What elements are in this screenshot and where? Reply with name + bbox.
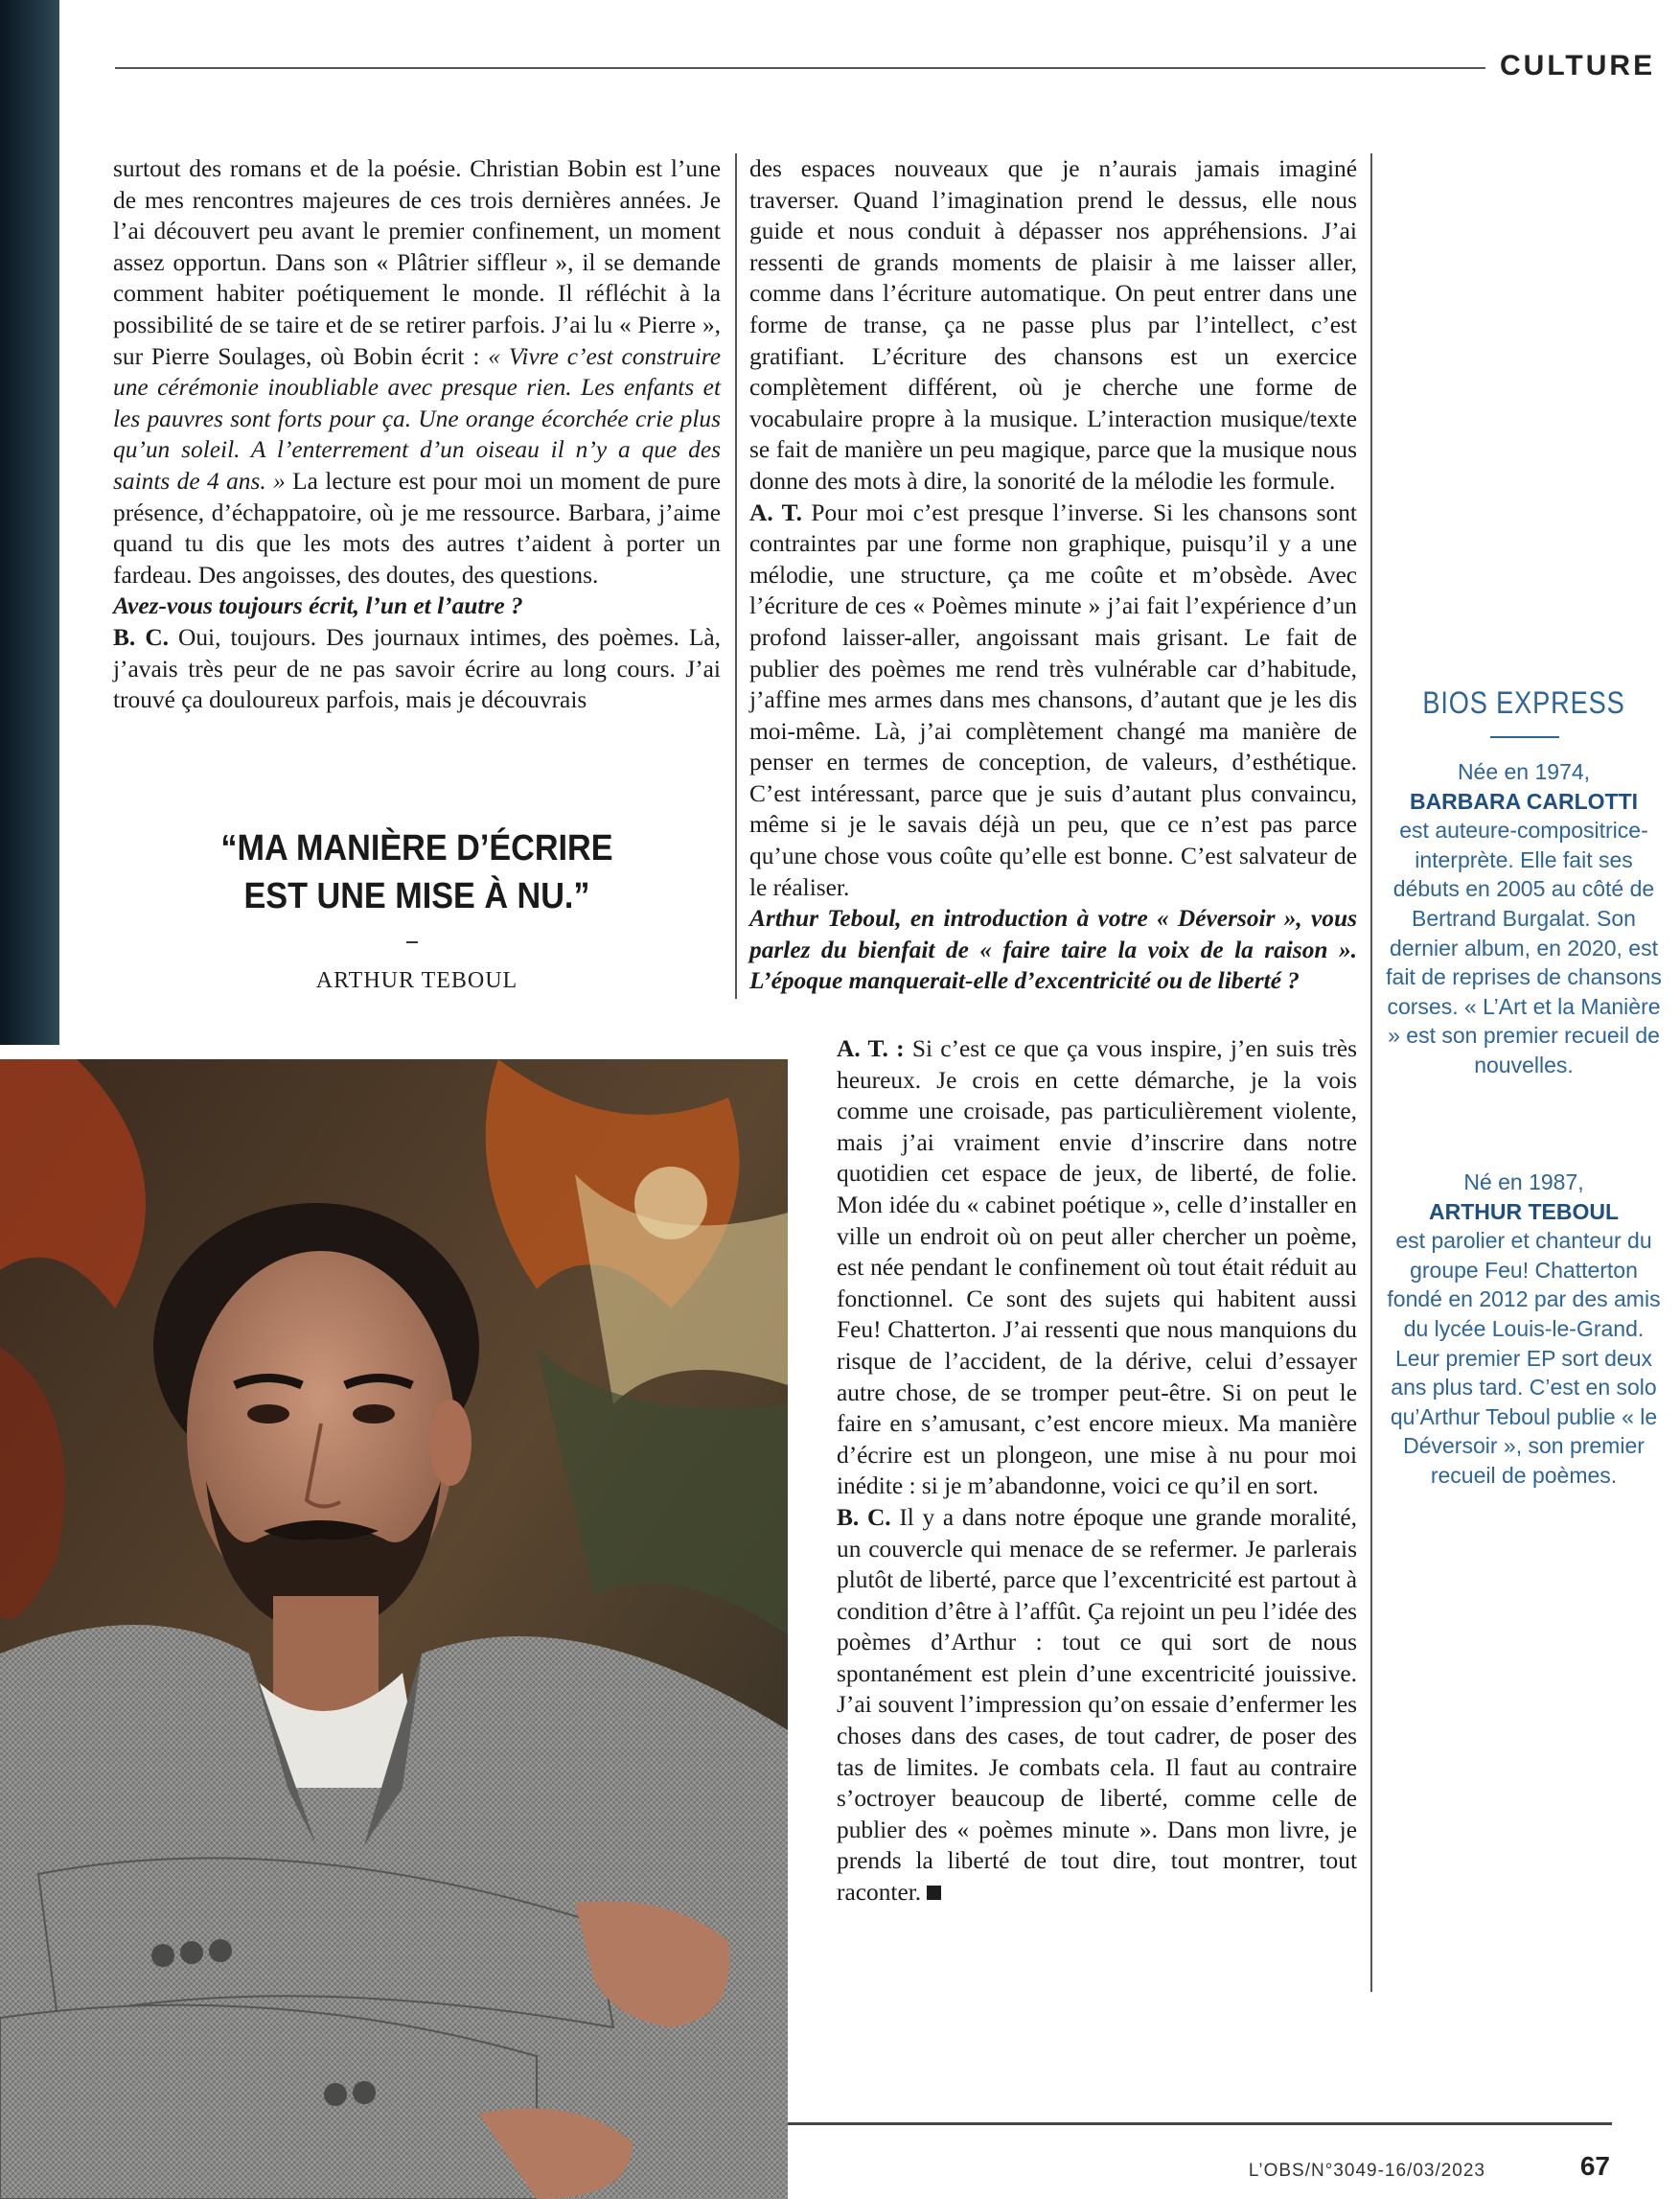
article-column-2: [749, 153, 1357, 997]
paragraph: [837, 1502, 1357, 1909]
bio-birth: Né en 1987,: [1463, 1169, 1584, 1194]
bio-arthur-teboul: [1380, 1168, 1668, 1491]
paragraph-text: surtout des romans et de la poésie. Christian Bobin est l’une de mes rencontres majeures de ces trois dernières années. Je l’ai découvert peu avant le premier confinement, un moment assez opportun. Dans son « Plâtrier siffleur », il se demande comment habiter poétiquement le monde. Il réfléchit à la possibilité de se taire et de se retirer parfois. J’ai lu « Pierre », sur Pierre Soulages, où Bobin écrit :: [113, 155, 721, 370]
footer-issue-info: L’OBS/N°3049-16/03/2023: [1248, 2161, 1485, 2181]
bio-barbara-carlotti: [1380, 757, 1668, 1080]
portrait-illustration: [0, 1059, 788, 2199]
portrait-photo: [0, 1059, 788, 2199]
paragraph: [837, 1033, 1357, 1502]
speaker-initials: A. T. :: [837, 1035, 905, 1062]
header-rule: [115, 67, 1485, 69]
bio-text: est auteure-compositrice-interprète. Elle fait ses débuts en 2005 au côté de Bertrand Burgalat. Son dernier album, en 2020, est fait de reprises de chansons corses. « L’Art et la Manière » est son premier recueil de nouvelles.: [1386, 818, 1662, 1077]
pull-quote: “MA MANIÈRE D’ÉCRIRE EST UNE MISE À NU.”: [220, 828, 613, 916]
paragraph: [749, 498, 1357, 904]
sidebar-divider: [1370, 153, 1372, 1992]
bobin-quote: « Vivre c’est construire une cérémonie inoubliable avec presque rien. Les enfants et les pauvres sont forts pour ça. Une orange écorchée crie plus qu’un soleil. A l’enterrement d’un oiseau il n’y a que des saints de 4 ans. »: [113, 342, 721, 495]
interview-question: Arthur Teboul, en introduction à votre « Déversoir », vous parlez du bienfait de « faire taire la voix de la raison ». L’époque manquerait-elle d’excentricité ou de liberté ?: [749, 905, 1357, 995]
paragraph: [113, 153, 721, 590]
footer-rule: [788, 2122, 1612, 2125]
pull-quote-dash: [406, 941, 418, 943]
pull-quote-author: ARTHUR TEBOUL: [315, 968, 518, 993]
end-of-article-mark: [927, 1886, 941, 1900]
paragraph-text: Si c’est ce que ça vous inspire, j’en suis très heureux. Je crois en cette démarche, je la vois comme une croisade, pas particulièrement violente, mais j’ai vraiment envie d’inscrire dans notre quotidien cet espace de jeux, de liberté, de folie. Mon idée du « cabinet poétique », celle d’installer en ville un endroit où on peut aller chercher un poème, est née pendant le confinement où tout était réduit au fonctionnel. Ce sont des sujets qui habitent aussi Feu! Chatterton. J’ai ressenti que nous manquions du risque de l’accident, de la dérive, celui d’essayer autre chose, de se tromper peut-être. Si on peut le faire en s’amusant, c’est encore mieux. Ma manière d’écrire est un plongeon, une mise à nu pour moi inédite : si je m’abandonne, voici ce qu’il en sort.: [837, 1035, 1358, 1500]
bio-name: ARTHUR TEBOUL: [1428, 1198, 1620, 1224]
paragraph: [113, 622, 721, 716]
speaker-initials: A. T.: [749, 498, 803, 526]
paragraph-text: Il y a dans notre époque une grande moralité, un couvercle qui menace de se refermer. Je parlerais plutôt de liberté, parce que l’excentricité est partout à condition d’être à l’affût. Ça rejoint un peu l’idée des poèmes d’Arthur : tout ce qui sort de nous spontanément est plein d’une excentricité jouissive. J’ai souvent l’impression qu’on essaie d’enfermer les choses dans des cases, de tout cadrer, de poser des tas de limites. Je combats cela. Il faut au contraire s’octroyer beaucoup de liberté, comme celle de publier des « poèmes minute ». Dans mon livre, je prends la liberté de tout dire, tout montrer, tout raconter.: [837, 1503, 1357, 1907]
column-divider: [735, 153, 737, 999]
bio-name: BARBARA CARLOTTI: [1409, 788, 1639, 814]
page-edge-decoration: [0, 0, 59, 1045]
bio-birth: Née en 1974,: [1457, 759, 1591, 784]
paragraph-text: La lecture est pour moi un moment de pure présence, d’échappatoire, où je me ressource. Barbara, j’aime quand tu dis que les mots des autres t’aident à porter un fardeau. Des angoisses, des doutes, des questions.: [113, 467, 721, 589]
article-column-1: [113, 153, 721, 716]
paragraph-text: Oui, toujours. Des journaux intimes, des poèmes. Là, j’avais très peur de ne pas savoir écrire au long cours. J’ai trouvé ça douloureux parfois, mais je découvrais: [113, 623, 721, 714]
bios-title-rule: [1490, 736, 1559, 738]
bios-title: BIOS EXPRESS: [1422, 685, 1625, 720]
section-label: CULTURE: [1500, 50, 1656, 81]
article-column-3: [837, 1033, 1357, 1909]
paragraph-text: Pour moi c’est presque l’inverse. Si les chansons sont contraintes par une forme non graphique, puisqu’il y a une mélodie, une structure, ça me coûte et m’obsède. Avec l’écriture de ces « Poèmes minute » j’ai fait l’expérience d’un profond laisser-aller, angoissant mais grisant. Le fait de publier des poèmes me rend très vulnérable car d’habitude, j’affine mes armes dans mes chansons, d’autant que je les dis moi-même. Là, j’ai complètement changé ma manière de penser en termes de conception, de valeurs, d’esthétique. C’est intéressant, parce que je suis d’autant plus convaincu, même si je le savais déjà un peu, que ce n’est pas parce qu’une chose vous coûte qu’elle est bonne. C’est salvateur de le réaliser.: [749, 498, 1357, 901]
paragraph-text: des espaces nouveaux que je n’aurais jamais imaginé traverser. Quand l’imagination prend le dessus, elle nous guide et nous conduit à dépasser nos appréhensions. J’ai ressenti de grands moments de plaisir à me laisser aller, comme dans l’écriture automatique. On peut entrer dans une forme de transe, ça ne passe plus par l’intellect, c’est gratifiant. L’écriture des chansons est un exercice complètement différent, où je cherche une forme de vocabulaire propre à la musique. L’interaction musique/texte se fait de manière un peu magique, parce que la musique nous donne des mots à dire, la sonorité de la mélodie les formule.: [749, 155, 1357, 495]
bio-text: est parolier et chanteur du groupe Feu! Chatterton fondé en 2012 par des amis du lycée Louis-le-Grand. Leur premier EP sort deux ans plus tard. C’est en solo qu’Arthur Teboul publie « le Déversoir », son premier recueil de poèmes.: [1387, 1228, 1661, 1488]
page-number: 67: [1579, 2151, 1610, 2181]
interview-question: Avez-vous toujours écrit, l’un et l’autre ?: [113, 592, 523, 620]
speaker-initials: B. C.: [113, 623, 169, 651]
speaker-initials: B. C.: [837, 1503, 891, 1531]
